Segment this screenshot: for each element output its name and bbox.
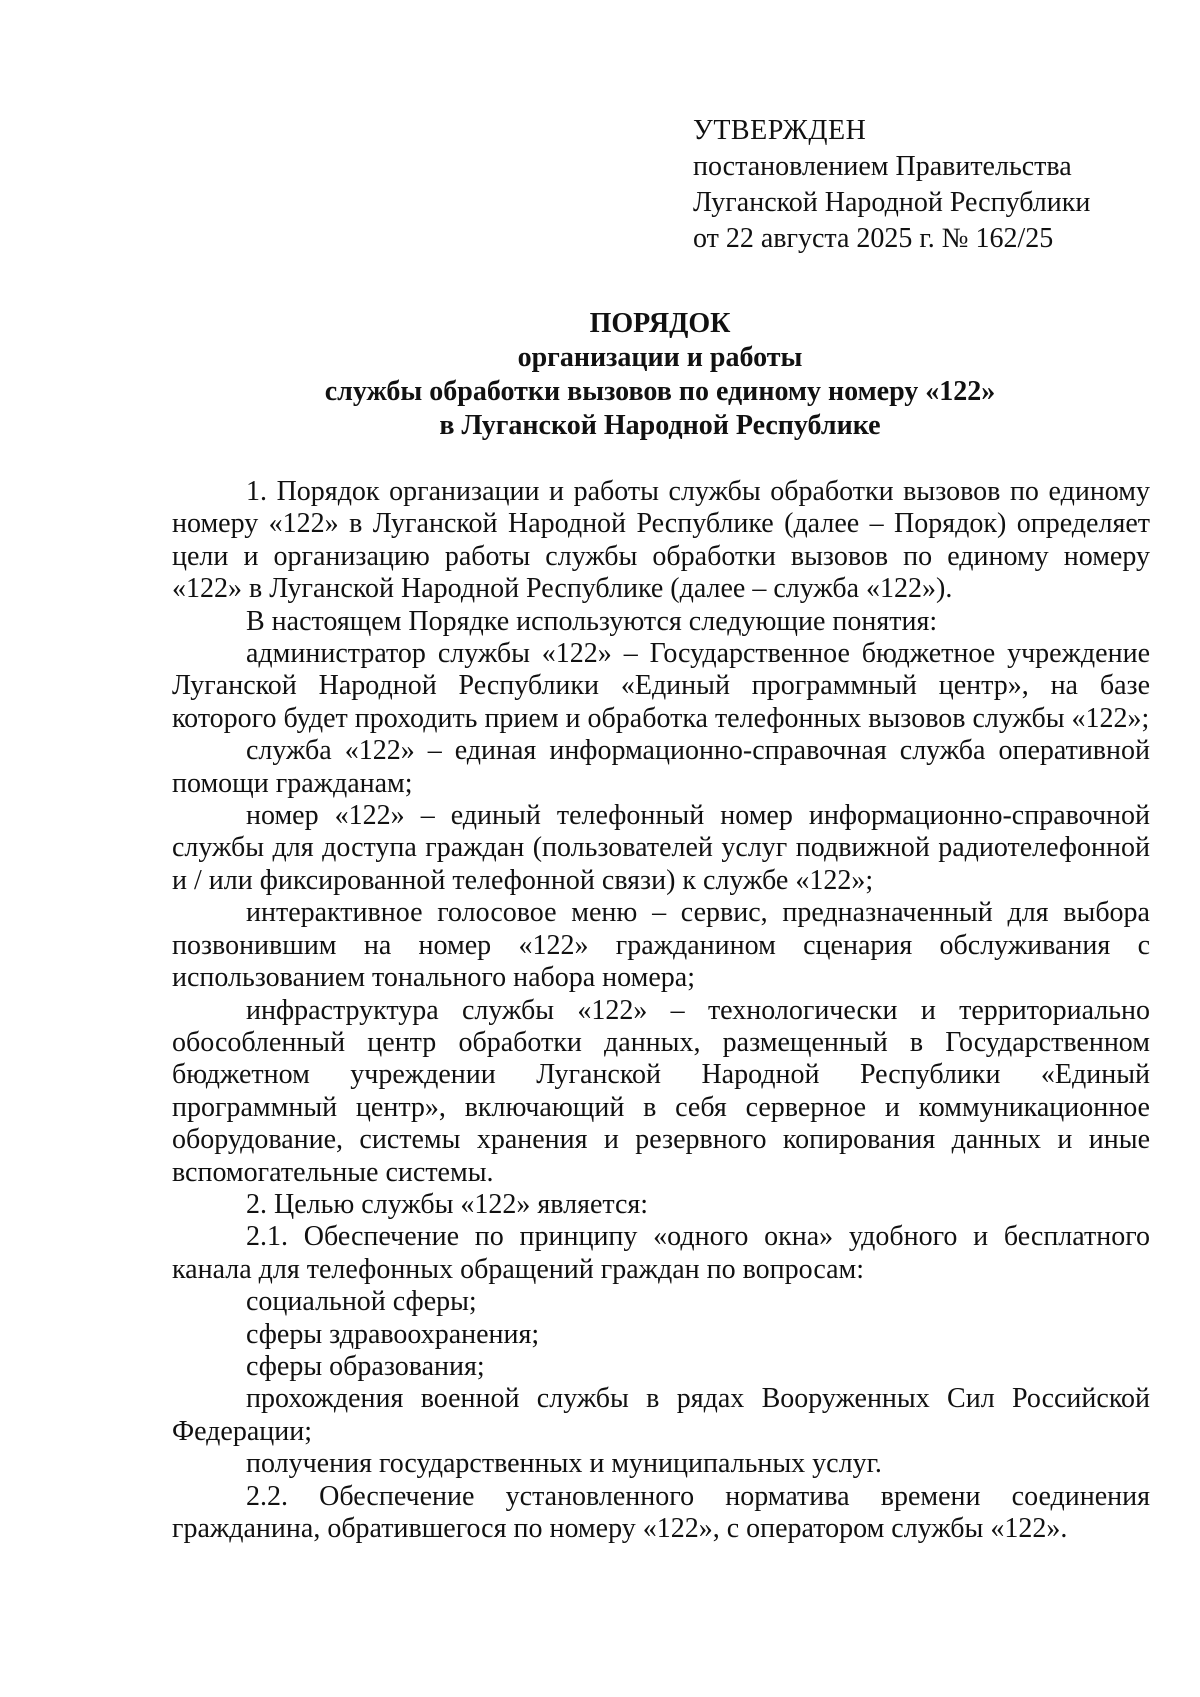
- paragraph: 2.1. Обеспечение по принципу «одного окна» удобного и бесплатного канала для телефонных обращений граждан по вопросам:: [172, 1221, 1150, 1285]
- title-subline-2: службы обработки вызовов по единому номеру «122»: [324, 376, 996, 407]
- approval-block: [693, 113, 1163, 257]
- paragraph: 2.2. Обеспечение установленного норматива времени соединения гражданина, обратившегося по номеру «122», с оператором службы «122».: [172, 1480, 1150, 1544]
- approval-line-3: от 22 августа 2025 г. № 162/25: [693, 223, 1054, 254]
- title-heading: ПОРЯДОК: [589, 308, 731, 339]
- paragraph: 1. Порядок организации и работы службы обработки вызовов по единому номеру «122» в Луганской Народной Республике (далее – Порядок) определяет цели и организацию работы службы обработки вызовов по единому номеру «122» в Луганской Народной Республике (далее – служба «122»).: [172, 476, 1150, 605]
- paragraph: сферы здравоохранения;: [246, 1318, 540, 1350]
- paragraph: получения государственных и муниципальных услуг.: [246, 1448, 882, 1480]
- paragraph: сферы образования;: [246, 1350, 485, 1382]
- paragraph: В настоящем Порядке используются следующие понятия:: [246, 605, 938, 637]
- paragraph: социальной сферы;: [246, 1286, 477, 1318]
- paragraph: администратор службы «122» – Государственное бюджетное учреждение Луганской Народной Республики «Единый программный центр», на базе которого будет проходить прием и обработка телефонных вызовов службы «122»;: [172, 638, 1150, 734]
- paragraph: номер «122» – единый телефонный номер информационно-справочной службы для доступа граждан (пользователей услуг подвижной радиотелефонной и / или фиксированной телефонной связи) к службе «122»;: [172, 800, 1150, 896]
- paragraph: 2. Целью службы «122» является:: [246, 1188, 649, 1220]
- document-title: [170, 307, 1150, 443]
- approval-line-2: Луганской Народной Республики: [693, 187, 1091, 218]
- document-body: [172, 476, 1150, 1545]
- paragraph: интерактивное голосовое меню – сервис, предназначенный для выбора позвонившим на номер «122» гражданином сценария обслуживания с использованием тонального набора номера;: [172, 897, 1150, 994]
- paragraph: служба «122» – единая информационно-справочная служба оперативной помощи гражданам;: [172, 735, 1150, 799]
- title-subline-1: организации и работы: [517, 342, 803, 373]
- approval-line-1: постановлением Правительства: [693, 151, 1072, 182]
- approval-word: УТВЕРЖДЕН: [693, 115, 867, 146]
- paragraph: прохождения военной службы в рядах Вооруженных Сил Российской Федерации;: [172, 1383, 1150, 1447]
- title-subline-3: в Луганской Народной Республике: [439, 410, 881, 441]
- paragraph: инфраструктура службы «122» – технологически и территориально обособленный центр обработки данных, размещенный в Государственном бюджетном учреждении Луганской Народной Республики «Единый программный центр», включающий в себя серверное и коммуникационное оборудование, системы хранения и резервного копирования данных и иные вспомогательные системы.: [172, 994, 1150, 1188]
